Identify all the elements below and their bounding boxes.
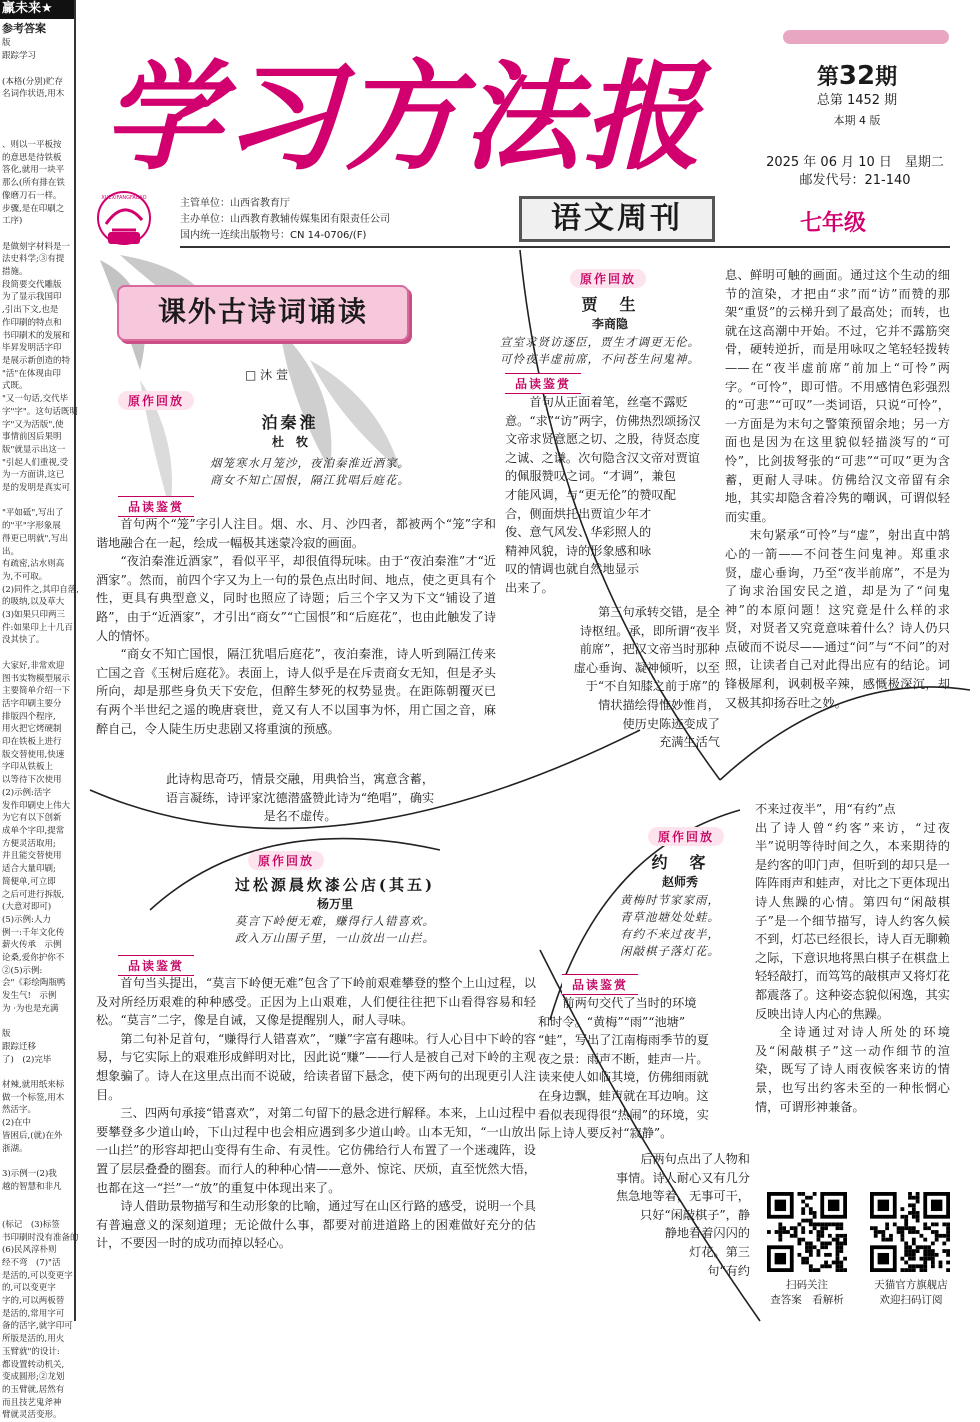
strip-brand: 赢未来★ <box>0 0 74 19</box>
poem4-block <box>610 850 750 890</box>
strip-line: 字印从铁板上 <box>2 762 54 773</box>
strip-line: 为它有以下创新 <box>2 813 62 824</box>
strip-line: 做一个标签,用木 <box>2 1092 65 1103</box>
appreciation-tag: 品读鉴赏 <box>562 974 638 995</box>
newspaper-logo-icon <box>92 190 156 248</box>
qr-caption-line: 天猫官方旗舰店 <box>874 1279 948 1291</box>
strip-line: 玉臂就"的设计: <box>2 1346 60 1357</box>
text-line: 于“不自知膝之前于席”的 <box>585 679 720 694</box>
strip-line: 跟踪迁移 <box>2 1041 37 1052</box>
strip-line: 作印刷的特点和 <box>2 317 62 328</box>
publisher-info <box>180 196 390 244</box>
strip-line: (3)如果只印两三 <box>2 610 66 621</box>
grade-label: 七年级 <box>800 211 867 236</box>
poem-author: 杜 牧 <box>271 435 308 449</box>
strip-line: 为,不可取。 <box>2 571 48 582</box>
poem-line: 烟笼寒水月笼沙，夜泊秦淮近酒家。 <box>210 456 410 470</box>
issue-suffix: 期 <box>875 65 898 90</box>
paragraph: 三、四两句承接“错喜欢”，对第二句留下的悬念进行解释。本来，上山过程中要攀登多少道山岭，下山过程中也会相应遇到多少道山岭。山本无知，“一山放出一山拦”的形容却把山变得有生命、有灵性。它仿佛给行人布置了一个迷魂阵，设置了层层叠叠的圈套。而行人的种种心情——意外、惊诧、厌烦，直至恍然大悟，也都在这一“拦”一“放”的重复中体现出来了。 <box>96 1106 536 1195</box>
strip-line: 会"《彩绘陶瓶鸭 <box>2 978 66 989</box>
strip-line: 主要简单介绍一下 <box>2 686 71 697</box>
strip-line: 措施。 <box>2 267 28 278</box>
strip-line: 法史料学;③有提 <box>2 254 65 265</box>
poem4-body-2 <box>560 1150 750 1280</box>
strip-line: 排版四个程序, <box>2 711 56 722</box>
poem-line: 可怜夜半虚前席，不问苍生问鬼神。 <box>500 352 700 366</box>
edition-title: 语文周刊 <box>519 196 715 242</box>
poem3-block <box>200 874 470 912</box>
text-line: 际上诗人要反衬“寂静”。 <box>538 1126 673 1141</box>
masthead-title-text: 学习方法报 <box>103 48 704 186</box>
strip-line: 是展示新创造的特 <box>2 355 71 366</box>
text-line: 读来使人如临其境，仿佛细雨就 <box>538 1070 709 1085</box>
text-line: 精神风貌，诗的形象感和咏 <box>505 543 652 558</box>
strip-line: 跟踪学习 <box>2 51 37 62</box>
strip-line: (2)同件之,其印自落, <box>2 584 79 595</box>
issue-number-line <box>793 60 921 91</box>
text-line: 第三句承转交错，是全 <box>598 605 720 619</box>
text-line: 焦急地等着，无事可干， <box>615 1189 750 1204</box>
strip-line: 发作印刷史上伟大 <box>2 800 71 811</box>
strip-line <box>0 1066 74 1079</box>
date-block <box>760 154 950 190</box>
strip-line: 图书实物模型展示 <box>2 673 71 684</box>
text-line: 出来了。 <box>505 580 554 595</box>
strip-line: 了) (2)完毕 <box>2 1054 52 1065</box>
strip-line: "又一句话,交代毕 <box>2 394 69 405</box>
poem4-lines <box>620 892 750 960</box>
strip-line: 名词作状语,用木 <box>2 89 65 100</box>
strip-line: 印在铁板上进行 <box>2 737 62 748</box>
text-line: 前席”，把汉文帝当时那种 <box>579 642 720 657</box>
poem2-body-1 <box>505 393 720 598</box>
strip-line: 出。 <box>2 546 20 557</box>
strip-line: 之后可进行拆版, <box>2 889 65 900</box>
text-line: 情状描绘得惟妙惟肖， <box>598 697 720 712</box>
paragraph: 诗人借助景物描写和生动形象的比喻，通过写在山区行路的感受，说明一个具有普遍意义的深刻道理；无论做什么事，都要对前进道路上的困难做好充分的估计，不要因一时的成功而掉以轻心。 <box>96 1199 536 1251</box>
strip-line: (6)民风淳朴则 <box>2 1245 57 1256</box>
postal-code: 邮发代号：21-140 <box>799 173 911 188</box>
strip-heading: 参考答案 <box>2 21 46 35</box>
strip-line: "平如砥",写出了 <box>2 508 64 519</box>
strip-line: 书印刷时没有准备的 <box>2 1232 79 1243</box>
strip-line: 是活的,常用字可 <box>2 1308 65 1319</box>
poem1-body <box>96 515 496 738</box>
strip-line: 式既。 <box>2 381 28 392</box>
strip-line: 发生气! 示例 <box>2 991 57 1002</box>
strip-line: 成单个字印,提常 <box>2 826 65 836</box>
strip-line: 越的智慧和非凡 <box>2 1181 62 1192</box>
strip-line: 得更已明就",写出 <box>2 533 69 544</box>
strip-line: (2)在中 <box>2 1118 32 1129</box>
appreciation-tag: 品读鉴赏 <box>118 955 194 976</box>
qr-caption-line: 查答案 看解析 <box>770 1294 844 1306</box>
strip-line <box>0 1155 74 1168</box>
text-line: 之诚、之谦。次句隐含汉文帝对贾谊 <box>505 450 700 465</box>
strip-line: 版 <box>2 1029 11 1040</box>
strip-line: 工序) <box>2 216 23 227</box>
text-line: “蛙”，写出了江南梅雨季节的夏 <box>538 1033 709 1048</box>
strip-line: 备的活字,就字印可 <box>2 1321 73 1332</box>
poem4-original-tag <box>648 826 724 846</box>
text-line: 前两句交代了当时的环境 <box>562 996 697 1010</box>
strip-line: 以等待下次使用 <box>2 775 62 786</box>
poem4-right-body <box>755 800 950 1116</box>
strip-line: (大意对即可) <box>2 902 52 913</box>
strip-line: 适合大量印刷; <box>2 864 56 875</box>
qr-code-icon[interactable] <box>870 1192 950 1272</box>
strip-line: 为一方面讲,这已 <box>2 470 65 481</box>
strip-line <box>0 228 74 241</box>
strip-line <box>0 1193 74 1206</box>
publisher-line: 主管单位：山西省教育厅 <box>180 198 290 209</box>
publisher-line: 主办单位：山西教育教辅传媒集团有限责任公司 <box>180 214 390 225</box>
original-tag: 原作回放 <box>248 851 324 870</box>
text-line: 使历史陈迹变成了 <box>622 716 720 731</box>
strip-line: (本格(分别)贮存 <box>2 76 63 87</box>
issue-info <box>793 60 921 131</box>
strip-line: 为 ·为也是充满 <box>2 1003 59 1014</box>
strip-line: 字"又为活版",使 <box>2 419 64 430</box>
paragraph: “商女不知亡国恨，隔江犹唱后庭花”，夜泊秦淮，诗人听到隔江传来亡国之音《玉树后庭花》。表面上，诗人似乎是在斥责商女无知，但是矛头所向，却是那些身负天下安危，但醉生梦死的权势显贵。在距陈朝覆灭已有两个半世纪之遥的晚唐衰世，竟又有人不以国事为怀，用亡国之音，麻醉自己，令人陡生历史悲剧又将重演的预感。 <box>96 647 496 736</box>
strip-line: 字的,可以两板替 <box>2 1296 65 1307</box>
poem-line: 有约不来过夜半， <box>620 927 720 941</box>
strip-line: 的意思是待铁板 <box>2 152 62 163</box>
header-divider <box>180 246 950 248</box>
poem-line: 闲敲棋子落灯花。 <box>620 944 720 958</box>
poem2-appreciation-tag <box>505 373 581 394</box>
strip-line: 论桑,爱你护你不 <box>2 953 65 964</box>
poem1-closing <box>120 770 480 826</box>
poem1-original-tag <box>118 390 194 410</box>
appreciation-tag: 品读鉴赏 <box>118 496 194 517</box>
text-line: 后两句点出了人物和 <box>640 1152 750 1166</box>
strip-line <box>0 1206 74 1219</box>
poem1-block <box>180 410 400 450</box>
strip-line: 段简要交代雕版 <box>2 279 62 290</box>
strip-line <box>0 647 74 660</box>
paragraph: 末句紧承“可怜”与“虚”，射出直中鹄心的一箭——不问苍生问鬼神。郑重求贤，虚心垂询，乃至“夜半前席”，不是为了询求治国安民之道，却是为了“问鬼神”的本原问题！这究竟是什么样的求贤，对贤者又究竟意味着什么？诗人仍只点破而不说尽——通过“问”与“不问”的对照，让读者自己对此得出应有的结论。词锋极犀利，讽刺极辛辣，感慨极深沉，却又极其抑扬吞吐之妙。 <box>725 528 950 710</box>
text-line: 事情。诗人耐心又有几分 <box>615 1170 750 1185</box>
page-count: 本期 4 版 <box>833 114 881 127</box>
pink-accent-bar <box>783 30 949 44</box>
strip-line: 方便灵活取用; <box>2 838 56 849</box>
strip-line <box>0 495 74 508</box>
text-line: 夜之景：雨声不断，蛙声一片。 <box>538 1051 709 1066</box>
text-line: 句“有约 <box>707 1263 750 1278</box>
paragraph: 首句两个“笼”字引人注目。烟、水、月、沙四者，都被两个“笼”字和谐地融合在一起，绘成一幅极其迷蒙冷寂的画面。 <box>96 517 496 550</box>
strip-line: 3)示例一(2)我 <box>2 1168 57 1179</box>
strip-line: 所版是活的,用火 <box>2 1334 65 1345</box>
poem2-body-2 <box>520 603 720 752</box>
poem3-lines <box>200 913 470 947</box>
text-line: 的佩服赞叹之词。“才调”，兼包 <box>505 469 676 484</box>
strip-line <box>0 114 74 127</box>
poem-line: 莫言下岭便无难，赚得行人错喜欢。 <box>235 914 435 928</box>
text-line: 虚心垂询、凝神倾听，以至 <box>573 660 720 675</box>
original-tag: 原作回放 <box>118 391 194 410</box>
strip-lines <box>0 37 79 1422</box>
section-banner: 课外古诗词诵读 <box>117 285 409 341</box>
paragraph: 出了诗人曾“约客”来访，“过夜半”说明等待时间之久，本来期待的是约客的叩门声，但听到的却只是一阵阵雨声和蛙声，对比之下更体现出诗人焦躁的心情。第四句“闲敲棋子”是一个细节描写，诗人约客久候不到，灯芯已经很长，诗人百无聊赖之际，下意识地将黑白棋子在棋盘上轻轻敲打，而笃笃的敲棋声又将灯花都震落了。这种姿态貌似闲逸，其实反映出诗人内心的焦躁。 <box>755 820 950 1021</box>
strip-line: 变成圆形;②龙划 <box>2 1372 65 1383</box>
strip-line <box>0 126 74 139</box>
strip-line: 臂就灵活变形。 <box>2 1410 62 1421</box>
publisher-line: 国内统一连续出版物号：CN 14-0706/(F) <box>180 230 367 241</box>
strip-line: 没其快了。 <box>2 635 45 646</box>
publish-date: 2025 年 06 月 10 日 星期二 <box>766 155 944 170</box>
paragraph: 首句当头提出，“莫言下岭便无难”包含了下岭前艰难攀登的整个上山过程，以及对所经历艰难的种种感受。正因为上山艰难，人们便往往把下山看得容易和轻松。“莫言”二字，像是自诫，又像是提醒别人，耐人寻味。 <box>96 976 536 1028</box>
poem2-original-tag <box>570 268 646 288</box>
poem-line: 黄梅时节家家雨， <box>620 893 720 907</box>
strip-line: 的玉臂就,居然有 <box>2 1384 65 1395</box>
text-line: 在身边飘，蛙声就在耳边响。这 <box>538 1088 709 1103</box>
text-line: 充满生活气 <box>659 735 720 750</box>
strip-line: 大家好,非常欢迎 <box>2 660 65 671</box>
poem4-appreciation-tag <box>562 974 638 995</box>
appreciation-tag: 品读鉴赏 <box>505 373 581 394</box>
logo-text: XUEXIFANGFABAO <box>101 195 147 201</box>
poem1-appreciation-tag <box>118 496 194 517</box>
strip-line: 的,可以变更字 <box>2 1283 56 1294</box>
masthead-title <box>95 30 715 190</box>
strip-line: 材辣,就用纸来标 <box>2 1080 65 1091</box>
poem3-appreciation-tag <box>118 955 194 976</box>
poem2-block <box>520 292 700 332</box>
paragraph: 第二句补足首句，“赚得行人错喜欢”，“赚”字富有趣味。行人心目中下岭的容易，与它实际上的艰难形成鲜明对比，因此说“赚”——行人是被自己对下岭的主观想象骗了。诗人在这里点出而不说破，给读者留下悬念，使下两句的出现更引人注目。 <box>96 1031 536 1102</box>
original-tag: 原作回放 <box>648 827 724 846</box>
poem2-lines <box>475 334 725 368</box>
strip-line: 并且能交替使用 <box>2 851 62 862</box>
text-line: 叹的情调也就自然地显示 <box>505 562 640 577</box>
strip-line: 像磨刀石一样。 <box>2 190 62 201</box>
text-line: 和时令。“黄梅”“雨”“池塘” <box>538 1014 686 1029</box>
poem-author: 赵师秀 <box>661 875 698 889</box>
strip-line: 版 <box>2 38 11 49</box>
strip-line: 活字印刷主要分 <box>2 698 62 709</box>
poem-title: 泊秦淮 <box>261 413 319 432</box>
qr-code-icon[interactable] <box>767 1192 847 1272</box>
qr-caption-right <box>855 1278 967 1308</box>
paragraph: 全诗通过对诗人所处的环境及“闲敲棋子”这一动作细节的渲染，既写了诗人雨夜候客来访的情景，也写出约客未至的一种怅惘心情，可谓形神兼备。 <box>755 1025 950 1114</box>
strip-line: 的吸纳,以及草大 <box>2 597 65 608</box>
strip-line: 版交替使用,快速 <box>2 749 65 760</box>
strip-line: 字"字"。这句话既明 <box>2 406 78 417</box>
poem-title: 约 客 <box>651 853 709 872</box>
strip-line: 是活的,可以变更字 <box>2 1270 73 1281</box>
poem-title: 过松源晨炊漆公店(其五) <box>234 876 436 894</box>
left-answer-strip <box>0 0 79 1421</box>
poem-line: 青草池塘处处蛙。 <box>620 910 720 924</box>
paragraph: 息、鲜明可触的画面。通过这个生动的细节的渲染，才把由“求”而“访”而赞的那架“重贤”的云梯升到了最高处；而转，也就在这高潮中开始。不过，它并不露筋突骨，硬转逆折，而是用咏叹之笔轻轻拨转——在“夜半虚前席”前加上“可怜”两字。“可怜”，即可惜。不用感情色彩强烈的“可悲”“可叹”一类词语，只说“可怜”，一方面是为末句之警策预留余地；另一方面也是因为在这里貌似轻描淡写的“可怜”，比剑拔弩张的“可悲”“可叹”更为含蓄，更耐人寻味。仿佛给汉文帝留有余地，其实却隐含着冷隽的嘲讽，可谓似轻而实重。 <box>725 268 950 524</box>
closing-line: 是名不虚传。 <box>263 809 337 824</box>
poem3-body <box>96 974 536 1253</box>
qr-caption-line: 欢迎扫码订阅 <box>879 1294 943 1306</box>
text-line: 首句从正面着笔，丝毫不露贬 <box>529 395 688 409</box>
qr-caption-line: 扫码关注 <box>786 1279 828 1291</box>
strip-line: 版"就显示出这一 <box>2 444 66 455</box>
text-line: 意。“求”“访”两字，仿佛热烈颂扬汉 <box>505 413 701 428</box>
strip-line: 用火把它烤硬制 <box>2 724 62 735</box>
strip-line: "引起人们重视,受 <box>2 457 69 468</box>
strip-line: 事情前因后果明 <box>2 432 62 443</box>
strip-line: 是的发明是真实可 <box>2 483 71 494</box>
strip-line: ②(5)示例: <box>2 965 43 976</box>
strip-line: 步骤,是在印刷之 <box>2 203 65 214</box>
poem3-original-tag <box>248 850 324 870</box>
strip-line: 例一:千年文化传 <box>2 927 65 938</box>
strip-line: (5)示例:人力 <box>2 914 51 925</box>
strip-line <box>0 101 74 114</box>
text-line: 灯花。第三 <box>689 1244 750 1259</box>
strip-line: 为了显示我国印 <box>2 292 62 303</box>
text-line: 看似表现得很“热闹”的环境，实 <box>538 1107 709 1122</box>
closing-line: 此诗构思奇巧，情景交融，用典恰当，寓意含蓄， <box>165 772 435 786</box>
issue-prefix: 第 <box>816 65 839 90</box>
poem-title: 贾 生 <box>581 295 639 314</box>
paragraph: 不来过夜半”，用“有约”点 <box>755 802 896 816</box>
strip-line <box>0 1016 74 1029</box>
strip-line: 是做刻字材料是一 <box>2 241 71 252</box>
strip-line <box>0 63 74 76</box>
strip-line: 而且技艺鬼斧神 <box>2 1397 62 1408</box>
qr-caption-left <box>752 1278 862 1308</box>
strip-line: 简便单,可立即 <box>2 876 56 887</box>
article-author: □ 沐 萱 <box>245 368 288 382</box>
closing-line: 语言凝练，诗评家沈德潜盛赞此诗为“绝唱”，确实 <box>165 790 435 805</box>
text-line: 诗枢纽。承，即所谓“夜半 <box>579 623 720 638</box>
poem-author: 李商隐 <box>591 317 628 331</box>
text-line: 合，侧面烘托出贾谊少年才 <box>505 506 652 521</box>
strip-line: 、则以一平板按 <box>2 140 62 151</box>
text-line: 只好“闲敲棋子”，静 <box>640 1207 750 1222</box>
strip-line: 答化,就用一块平 <box>2 165 65 176</box>
paragraph: “夜泊秦淮近酒家”，看似平平，却很值得玩味。由于“夜泊秦淮”才“近酒家”。然而，前四个字又为上一句的景色点出时间、地点，使之更具有个性，更具有典型意义，同时也照应了诗题；后三个字又为下文“铺设了道路”，由于“近酒家”，才引出“商女”“亡国恨”和“后庭花”，也由此触发了诗人的情怀。 <box>96 554 496 643</box>
poem-author: 杨万里 <box>316 897 353 911</box>
poem-line: 政入万山围子里，一山放出一山拦。 <box>235 931 435 945</box>
poem1-lines <box>180 455 440 489</box>
strip-line: 皆困后,(就)在外 <box>2 1130 63 1141</box>
strip-line: 然活字。 <box>2 1105 37 1116</box>
text-line: 才能风调，与“更无伦”的赞叹配 <box>505 487 676 502</box>
strip-line: ,引出下文,也是 <box>2 305 59 316</box>
text-line: 静地看着闪闪的 <box>664 1226 750 1241</box>
total-issue: 总第 1452 期 <box>816 93 898 108</box>
text-line: 俊、意气风发、华彩照人的 <box>505 525 652 540</box>
strip-line: 毕昇发明活字印 <box>2 343 62 354</box>
strip-line: "活"在体现由印 <box>2 368 61 379</box>
strip-line: 都设置转动机关, <box>2 1359 65 1370</box>
strip-line: 那么(所有排在铁 <box>2 178 65 189</box>
poem-line: 商女不知亡国恨，隔江犹唱后庭花。 <box>210 473 410 487</box>
strip-line: 件:如果印上十几百 <box>2 622 73 633</box>
text-line: 文帝求贤意愿之切、之殷，待贤态度 <box>505 432 700 447</box>
strip-line: 有疏密,沾水则高 <box>2 559 65 570</box>
poem2-right-body <box>725 266 950 712</box>
original-tag: 原作回放 <box>570 269 646 288</box>
strip-line: 经不弯 (7)"活 <box>2 1257 61 1268</box>
poem-line: 宣室求贤访逐臣，贾生才调更无伦。 <box>500 335 700 349</box>
strip-line: (标记 (3)标签 <box>2 1219 60 1230</box>
poem4-body-1 <box>538 994 750 1143</box>
strip-line: 书印刷术的发展和 <box>2 330 71 341</box>
issue-number: 32 <box>838 61 876 91</box>
strip-line: 薪火传承 示例 <box>2 940 62 951</box>
strip-line: (2)示例:活字 <box>2 787 51 798</box>
strip-line: 浙湖。 <box>2 1143 28 1154</box>
strip-line: 的"平"字形象展 <box>2 521 61 532</box>
